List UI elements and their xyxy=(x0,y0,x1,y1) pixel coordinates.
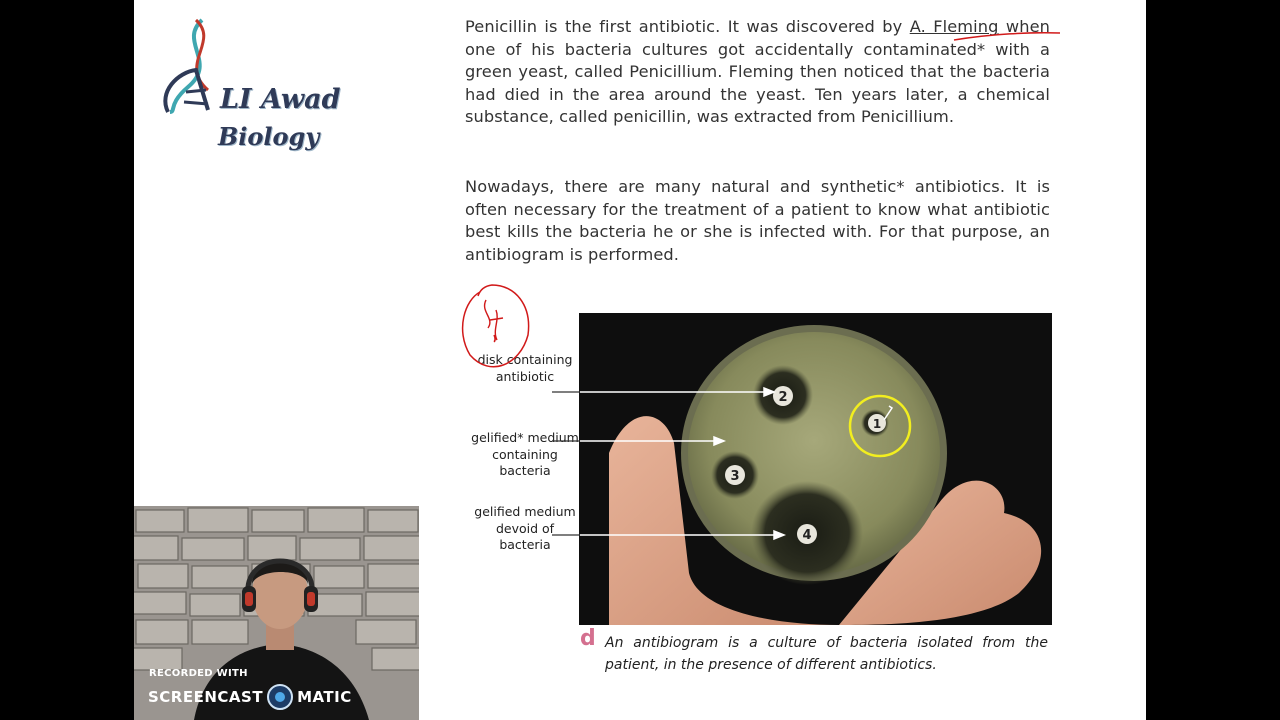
paragraph-penicillin xyxy=(465,16,1050,129)
brand-left-text: SCREENCAST xyxy=(148,688,264,706)
disk-4 xyxy=(797,524,817,544)
screencast-watermark xyxy=(148,684,352,710)
label-disk-antibiotic: disk containing antibiotic xyxy=(477,352,573,384)
figure-caption: An antibiogram is a culture of bacteria isolated from the patient, in the presence of different antibiotics. xyxy=(605,635,1048,673)
para1-text-start: Penicillin is the first antibiotic. It was discovered by xyxy=(465,17,910,36)
fleming-name: A. Fleming xyxy=(909,17,999,36)
petri-dish-illustration xyxy=(579,313,1052,625)
brand-right-text: MATIC xyxy=(297,688,352,706)
disk-3-number: 3 xyxy=(730,469,740,484)
disk-3 xyxy=(725,465,745,485)
disk-2-number: 2 xyxy=(778,390,788,405)
record-dot-icon xyxy=(267,684,293,710)
figure-letter: d xyxy=(580,626,596,651)
logo-title: LI Awad xyxy=(220,84,341,115)
logo-subtitle: Biology xyxy=(218,122,320,151)
logo xyxy=(148,12,348,151)
petri-dish-photo xyxy=(579,313,1052,625)
para1-text-end: when one of his bacteria cultures got accidentally contaminated* with a green yeast, called Penicillium. Fleming then noticed that the bacteria had died in the area around the yeast. Ten years later, a chemical substance, called penicillin, was extracted from Penicillium. xyxy=(465,17,1050,127)
disk-4-number: 4 xyxy=(802,528,812,543)
disk-1 xyxy=(868,414,886,432)
label-medium-bacteria: gelified* medium containing bacteria xyxy=(471,430,579,478)
recorded-with-text: RECORDED WITH xyxy=(149,668,248,679)
paragraph-antibiogram: Nowadays, there are many natural and synthetic* antibiotics. It is often necessary for the treatment of a patient to know what antibiotic best kills the bacteria he or she is infected with. For that purpose, an antibiogram is performed. xyxy=(465,177,1050,264)
disk-1-number: 1 xyxy=(872,417,882,431)
disk-2 xyxy=(773,386,793,406)
label-medium-devoid: gelified medium devoid of bacteria xyxy=(474,504,576,552)
